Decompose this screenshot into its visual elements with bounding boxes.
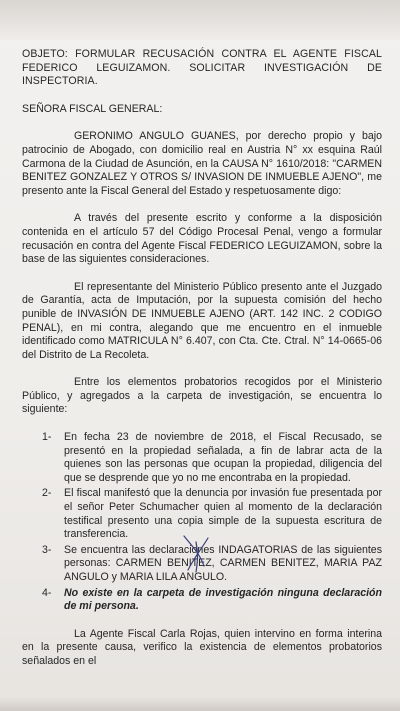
evidence-list (22, 431, 382, 614)
paragraph-imputation: El representante del Ministerio Público presento ante el Juzgado de Garantía, acta de Imputación, por la supuesta comisión del hecho punible de INVASIÓN DE INMUEBLE AJENO (ART. 142 INC. 2 CODIGO PENAL), en mi contra, alegando que me encuentro en el inmueble identificado como MATRICULA N° 6.407, con Cta. Cte. Ctral. N° 14-0665-06 del Distrito de La Recoleta. (22, 280, 382, 361)
paragraph-recusation: A través del presente escrito y conforme a la disposición contenida en el artículo 57 del Código Procesal Penal, vengo a formular recusación en contra del Agente Fiscal FEDERICO LEGUIZAMON, sobre la base de las siguientes consideraciones. (22, 212, 382, 266)
list-item-text: El fiscal manifestó que la denuncia por invasión fue presentada por el señor Peter Schumacher quien al momento de la declaración testifical presento una copia simple de la supuesta escritura de transferencia. (64, 487, 382, 541)
document-salutation: SEÑORA FISCAL GENERAL: (22, 102, 163, 115)
list-item-text: No existe en la carpeta de investigación ninguna declaración de mi persona. (64, 586, 382, 613)
list-item-number: 1- (42, 431, 52, 444)
list-item-text: En fecha 23 de noviembre de 2018, el Fiscal Recusado, se presentó en la propiedad señalada, a fin de labrar acta de la quienes son las personas que ocupan la propiedad, diligencia del que se desprende que yo no me encontraba en la propiedad. (64, 431, 382, 484)
list-item-number: 2- (42, 487, 52, 500)
paragraph-intro: GERONIMO ANGULO GUANES, por derecho propio y bajo patrocinio de Abogado, con domicilio real en Austria N° xx esquina Raúl Carmona de la Ciudad de Asunción, en la CAUSA N° 1610/2018: "CARMEN BENITEZ GONZALEZ Y OTROS S/ INVASION DE INMUEBLE AJENO", me presento ante la Fiscal General del Estado y respetuosamente digo: (22, 130, 382, 197)
list-item (42, 431, 382, 485)
page-top-shadow (0, 0, 400, 40)
handwritten-signature-mark (178, 532, 218, 574)
list-item (42, 587, 382, 614)
list-item-number: 4- (42, 586, 52, 599)
document-subject: OBJETO: FORMULAR RECUSACIÓN CONTRA EL AGENTE FISCAL FEDERICO LEGUIZAMON. SOLICITAR INVESTIGACIÓN DE INSPECTORIA. (22, 48, 382, 88)
list-item-text: Se encuentra las declaraciones INDAGATORIAS de las siguientes personas: CARMEN BENITEZ, CARMEN BENITEZ, MARIA PAZ ANGULO y MARIA LILA ANGULO. (64, 543, 382, 583)
paragraph-closing: La Agente Fiscal Carla Rojas, quien intervino en forma interina en la presente causa, verifico la existencia de elementos probatorios señalados en el (22, 627, 382, 667)
list-item-number: 3- (42, 543, 52, 556)
page-bottom-shadow (0, 697, 400, 711)
paragraph-evidence: Entre los elementos probatorios recogidos por el Ministerio Público, y agregados a la carpeta de investigación, se encuentra lo siguiente: (22, 376, 382, 416)
